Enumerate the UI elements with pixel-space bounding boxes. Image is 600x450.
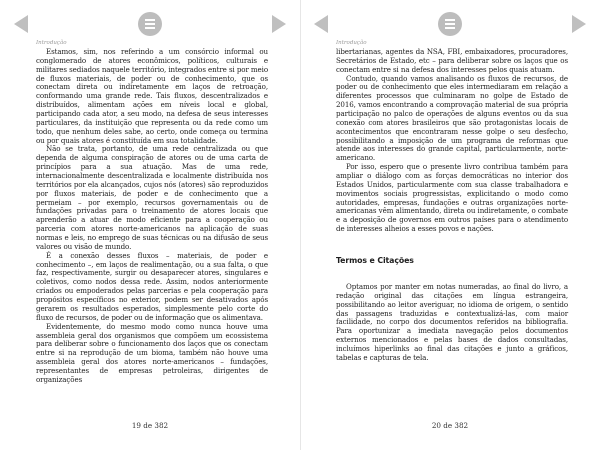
reader-toolbar bbox=[0, 6, 300, 36]
right-page bbox=[300, 0, 600, 450]
paragraph: Não se trata, portanto, de uma rede centralizada ou que dependa de alguma conspiração de atores ou de uma carta de princípios para a sua atuação. Mas de uma rede, internacionalmente descentralizada e localmente distribuída nos territórios por ela alcançados, cujos nós (atores) são reproduzidos por fluxos materiais, de poder e de conhecimento que a permeiam – por exemplo, recursos governamentais ou de fundações privadas para o treinamento de atores locais que aprenderão a atuar de modo eficiente para a cooperação ou parceria com atores norte-americanos na aplicação de suas normas e leis, no emprego de suas técnicas ou na difusão de seus valores ou visão de mundo. bbox=[36, 144, 268, 251]
page-body bbox=[336, 48, 568, 363]
paragraph: Evidentemente, do mesmo modo como nunca houve uma assembleia geral dos organismos que compõem um ecossistema para deliberar sobre o funcionamento dos laços que os conectam entre si na reprodução de um bioma, também não houve uma assembleia geral dos atores norte-americanos – fundações, representantes de empresas petroleiras, dirigentes de organizações bbox=[36, 321, 268, 384]
chevron-left-icon[interactable] bbox=[14, 15, 28, 33]
menu-line bbox=[145, 19, 155, 21]
chevron-left-icon[interactable] bbox=[314, 15, 328, 33]
paragraph: Optamos por manter em notas numeradas, ao final do livro, a redação original das citações em língua estrangeira, possibilitando ao leitor averiguar, no idioma de origem, o sentido das passagens traduzidas e contextualizá-las, com maior facilidade, no corpo dos documentos referidos na bibliografia. Para oportunizar a imediata navegação pelos documentos externos mencionados e pelas bases de dados consultadas, incluímos hiperlinks ao final das citações e junto a gráficos, tabelas e capturas de tela. bbox=[336, 282, 568, 362]
running-head: Introdução bbox=[36, 40, 67, 46]
page-number: 20 de 382 bbox=[431, 421, 469, 430]
menu-line bbox=[145, 27, 155, 29]
paragraph: Por isso, espero que o presente livro contribua também para ampliar o diálogo com as forças democráticas no interior dos Estados Unidos, particularmente com sua classe trabalhadora e movimentos sociais progressistas, explicitando o modo como autoridades, empresas, fundações e outras organizações norte-americanas vêm alimentando, direta ou indiretamente, o combate e a deposição de governos em outros países para o atendimento de interesses alheios a esses povos e nações. bbox=[336, 162, 568, 234]
menu-line bbox=[445, 27, 455, 29]
page-number: 19 de 382 bbox=[131, 421, 169, 430]
running-head: Introdução bbox=[336, 40, 367, 46]
page-body bbox=[36, 48, 268, 385]
paragraph: Estamos, sim, nos referindo a um consórcio informal ou conglomerado de atores econômicos, políticos, culturais e militares sediados naquele território, integrados entre si por meio de fluxos materiais, de poder ou de conhecimento, que os conectam direta ou indiretamente em laços de retroação, conformando uma grande rede. Tais fluxos, descentralizados e distribuídos, alimentam ações em níveis local e global, participando cada ator, a seu modo, na defesa de seus interesses particulares, da instituição que representa ou da rede como um todo, que nenhum deles sabe, ao certo, onde começa ou termina ou por quais atores é constituída em sua totalidade. bbox=[36, 47, 268, 145]
paragraph: libertarianas, agentes da NSA, FBI, embaixadores, procuradores, Secretários de Estado, etc – para deliberar sobre os laços que os conectam entre si na defesa dos interesses pelos quais atuam. bbox=[336, 47, 568, 74]
paragraph: Contudo, quando vamos analisando os fluxos de recursos, de poder ou de conhecimento que eles intermediaram em relação a diferentes processos que culminaram no golpe de Estado de 2016, vamos encontrando a comprovação material de sua própria participação no palco de operações de alguns eventos ou da sua conexão com atores brasileiros que são protagonistas locais de acontecimentos que encontraram nesse golpe o seu desfecho, possibilitando a imposição de um programa de reformas que atende aos interesses do grande capital, particularmente, norte-americano. bbox=[336, 73, 568, 163]
menu-icon[interactable] bbox=[138, 12, 162, 36]
section-heading: Termos e Citações bbox=[336, 256, 414, 266]
menu-line bbox=[445, 23, 455, 25]
chevron-right-icon[interactable] bbox=[272, 15, 286, 33]
chevron-right-icon[interactable] bbox=[572, 15, 586, 33]
paragraph: É a conexão desses fluxos – materiais, de poder e conhecimento –, em laços de realimentação, ou a sua falta, o que faz, respectivamente, surgir ou desaparecer atores, singulares e coletivos, como nodos dessa rede. Assim, nodos anteriormente criados ou empoderados pelas parcerias e pela cooperação para propósitos específicos no exterior, podem ser desativados após gerarem os resultados esperados, simplesmente pelo corte do fluxo de recursos, de poder ou de informação que os alimentava. bbox=[36, 250, 268, 322]
menu-line bbox=[445, 19, 455, 21]
reader-toolbar bbox=[300, 6, 600, 36]
menu-line bbox=[145, 23, 155, 25]
menu-icon[interactable] bbox=[438, 12, 462, 36]
